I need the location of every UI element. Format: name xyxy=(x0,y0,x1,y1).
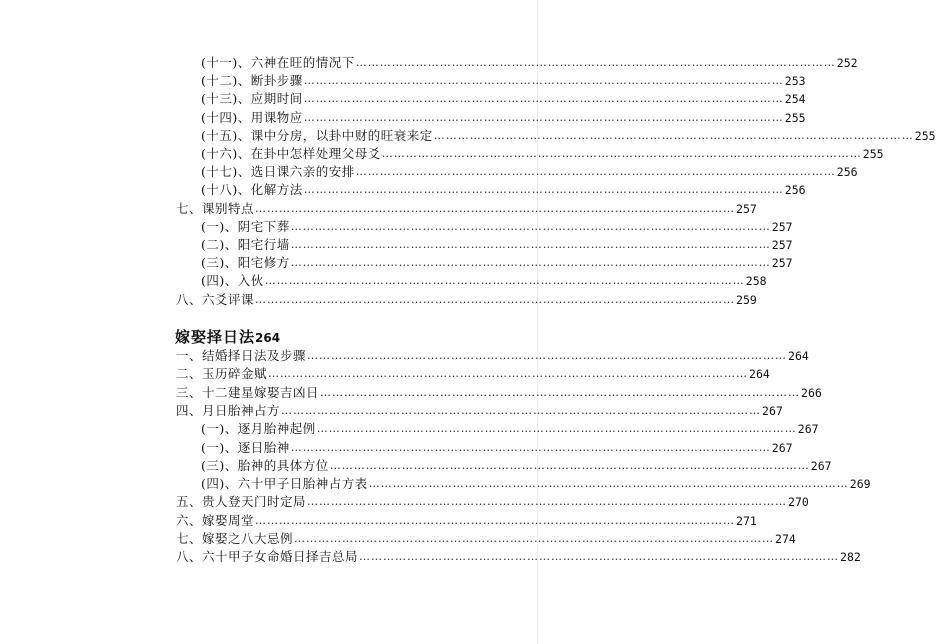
toc-entry-page: 257 xyxy=(771,256,793,271)
toc-entry xyxy=(176,384,822,402)
toc-entry-page: 255 xyxy=(914,128,936,143)
toc-leader-dots: ………………………………………………………………………………………………………… xyxy=(255,292,736,306)
toc-leader-dots: ………………………………………………………………………………………………………… xyxy=(303,110,784,124)
toc-entry xyxy=(201,109,806,127)
toc-entry-label: 七、嫁娶之八大忌例 xyxy=(176,531,294,546)
toc-leader-dots: ………………………………………………………………………………………………………… xyxy=(320,385,801,399)
toc-entry xyxy=(201,272,767,290)
toc-entry-page: 252 xyxy=(836,56,858,70)
toc-entry-page: 267 xyxy=(771,440,793,455)
toc-leader-dots: ………………………………………………………………………………………………………… xyxy=(433,128,914,142)
toc-entry-label: (三)、阳宅修方 xyxy=(201,255,290,271)
toc-entry-label: 八、六十甲子女命婚日择吉总局 xyxy=(176,549,359,565)
toc-entry-page: 282 xyxy=(840,550,861,565)
toc-entry-label: (十二)、断卦步骤 xyxy=(201,73,303,89)
toc-entry-label: (四)、六十甲子日胎神占方表 xyxy=(201,476,368,492)
toc-leader-dots: ………………………………………………………………………………………………………… xyxy=(290,219,771,233)
toc-entry-page: 256 xyxy=(836,165,858,180)
toc-entry-page: 258 xyxy=(745,274,767,289)
toc-entry-page: 274 xyxy=(775,532,796,546)
toc-entry xyxy=(201,475,871,493)
toc-entry xyxy=(201,145,884,163)
toc-entry-label: (十六)、在卦中怎样处理父母爻 xyxy=(201,146,381,161)
toc-entry-label: (二)、阳宅行墙 xyxy=(201,237,290,252)
toc-entry-label: (一)、阴宅下葬 xyxy=(201,218,290,234)
toc-entry-label: 七、课别特点 xyxy=(176,200,255,216)
toc-entry xyxy=(201,90,806,108)
toc-leader-dots: ………………………………………………………………………………………………………… xyxy=(355,165,836,179)
toc-entry-page: 257 xyxy=(771,238,793,252)
toc-entry-label: (十五)、课中分房，以卦中财的旺衰来定 xyxy=(201,127,433,143)
toc-entry xyxy=(201,218,793,236)
toc-entry-label: 二、玉历碎金赋 xyxy=(176,366,268,382)
toc-entry xyxy=(201,54,858,72)
toc-entry-page: 264 xyxy=(749,367,770,382)
toc-entry xyxy=(201,181,806,199)
toc-leader-dots: ………………………………………………………………………………………………………… xyxy=(290,440,771,454)
toc-entry xyxy=(176,512,757,530)
toc-entry-label: (十四)、用课物应 xyxy=(201,109,303,125)
toc-leader-dots: ………………………………………………………………………………………………………… xyxy=(303,183,784,197)
toc-entry-label: 四、月日胎神占方 xyxy=(176,402,281,418)
toc-entry-label: (十一)、六神在旺的情况下 xyxy=(201,55,355,70)
toc-entry-label: (十八)、化解方法 xyxy=(201,182,303,198)
toc-entry xyxy=(201,236,793,254)
toc-entry-page: 269 xyxy=(849,477,871,492)
toc-entry-page: 266 xyxy=(801,385,822,400)
toc-entry-page: 267 xyxy=(797,422,819,437)
toc-leader-dots: ………………………………………………………………………………………………………… xyxy=(303,92,784,106)
toc-entry xyxy=(201,420,819,438)
toc-entry-page: 270 xyxy=(788,495,809,510)
toc-entry xyxy=(176,548,861,566)
toc-entry-label: 一、结婚择日法及步骤 xyxy=(176,348,307,363)
toc-leader-dots: ………………………………………………………………………………………………………… xyxy=(303,74,784,88)
toc-entry-page: 255 xyxy=(862,147,884,161)
toc-entry-page: 264 xyxy=(788,349,809,363)
toc-leader-dots: ………………………………………………………………………………………………………… xyxy=(316,422,797,436)
toc-entry-page: 259 xyxy=(736,292,757,307)
toc-entry xyxy=(201,72,806,90)
toc-entry xyxy=(176,402,783,420)
toc-entry-page: 254 xyxy=(784,92,806,107)
toc-leader-dots: ………………………………………………………………………………………………………… xyxy=(255,201,736,215)
toc-entry-page: 253 xyxy=(784,74,806,89)
toc-entry-label: (十三)、应期时间 xyxy=(201,91,303,107)
toc-leader-dots: ………………………………………………………………………………………………………… xyxy=(368,477,849,491)
toc-leader-dots: ………………………………………………………………………………………………………… xyxy=(290,238,771,251)
toc-entry xyxy=(201,457,832,475)
chapter-heading xyxy=(175,326,280,348)
toc-entry xyxy=(201,127,936,145)
toc-entry-label: 五、贵人登天门时定局 xyxy=(176,494,307,510)
toc-entry-label: 八、六爻评课 xyxy=(176,291,255,307)
toc-leader-dots: ………………………………………………………………………………………………………… xyxy=(281,403,762,417)
toc-entry-page: 257 xyxy=(736,201,757,216)
toc-leader-dots: ………………………………………………………………………………………………………… xyxy=(381,147,862,160)
toc-entry xyxy=(201,163,858,181)
toc-entry xyxy=(176,530,796,548)
toc-entry xyxy=(201,439,793,457)
chapter-page: 264 xyxy=(255,331,281,345)
toc-leader-dots: ………………………………………………………………………………………………………… xyxy=(264,274,745,288)
toc-entry-page: 267 xyxy=(810,458,832,473)
toc-leader-dots: ………………………………………………………………………………………………………… xyxy=(268,367,749,381)
toc-entry xyxy=(176,291,757,309)
toc-leader-dots: ………………………………………………………………………………………………………… xyxy=(294,532,775,545)
toc-entry xyxy=(201,254,793,272)
toc-entry-label: (一)、逐日胎神 xyxy=(201,439,290,455)
toc-leader-dots: ………………………………………………………………………………………………………… xyxy=(307,349,788,362)
toc-entry-page: 267 xyxy=(762,403,783,418)
toc-leader-dots: ………………………………………………………………………………………………………… xyxy=(290,256,771,270)
toc-leader-dots: ………………………………………………………………………………………………………… xyxy=(359,550,840,564)
toc-entry xyxy=(176,200,757,218)
toc-entry-label: 三、十二建星嫁娶吉凶日 xyxy=(176,384,320,400)
toc-entry-label: 六、嫁娶周堂 xyxy=(176,512,255,528)
toc-entry-label: (十七)、选日课六亲的安排 xyxy=(201,164,355,180)
toc-entry-page: 255 xyxy=(784,110,806,125)
toc-leader-dots: ………………………………………………………………………………………………………… xyxy=(307,495,788,509)
toc-entry-page: 257 xyxy=(771,219,793,234)
toc-leader-dots: ………………………………………………………………………………………………………… xyxy=(355,56,836,69)
toc-entry-page: 271 xyxy=(736,513,757,528)
toc-entry-label: (三)、胎神的具体方位 xyxy=(201,457,329,473)
toc-leader-dots: ………………………………………………………………………………………………………… xyxy=(255,513,736,527)
toc-entry-page: 256 xyxy=(784,183,806,198)
toc-entry xyxy=(176,347,809,365)
toc-entry-label: (一)、逐月胎神起例 xyxy=(201,421,316,437)
toc-leader-dots: ………………………………………………………………………………………………………… xyxy=(329,458,810,472)
chapter-title: 嫁娶择日法 xyxy=(175,328,256,346)
toc-entry-label: (四)、入伙 xyxy=(201,273,264,289)
toc-entry xyxy=(176,365,770,383)
toc-entry xyxy=(176,493,809,511)
